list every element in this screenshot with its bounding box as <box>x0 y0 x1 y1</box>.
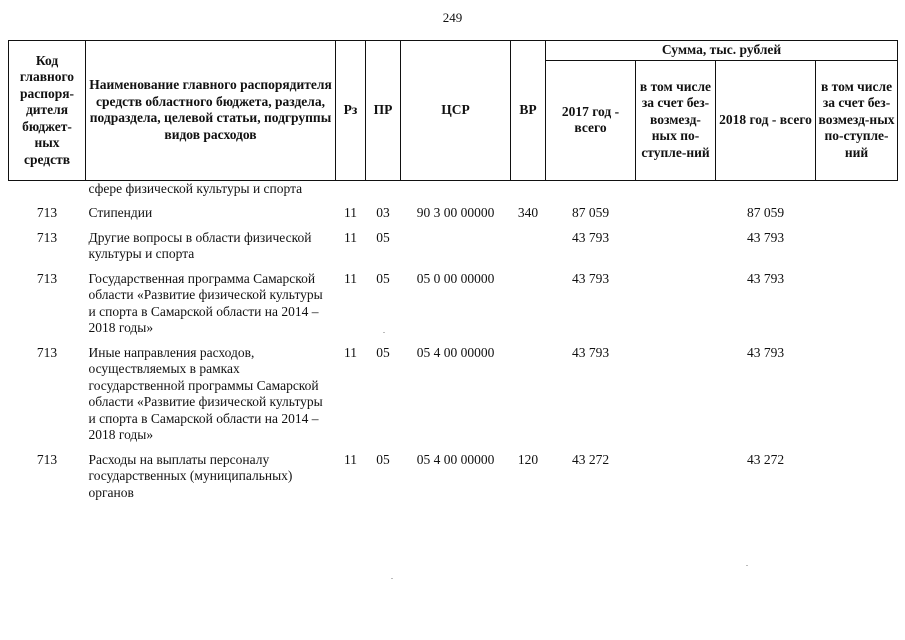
continuation-text: сфере физической культуры и спорта <box>88 180 303 196</box>
cell-pr: 03 <box>376 205 390 220</box>
scan-speck <box>391 578 393 579</box>
cell-2018-total: 87 059 <box>746 205 785 220</box>
page-number: 249 <box>442 10 463 25</box>
header-2017-grants: в том числе за счет без-возмезд-ных по-ступле-ний <box>636 60 716 180</box>
cell-csr: 05 4 00 00000 <box>416 344 495 360</box>
table-row <box>9 227 898 268</box>
header-2017-total: 2017 год - всего <box>546 60 636 180</box>
header-pr: ПР <box>366 41 401 181</box>
cell-rz: 11 <box>344 229 357 245</box>
cell-2017-grants <box>636 268 716 342</box>
cell-code: 713 <box>36 270 58 286</box>
cell-vr: 340 <box>517 205 539 220</box>
cell-pr: 05 <box>376 270 390 286</box>
cell-vr <box>511 342 546 449</box>
budget-table <box>8 40 898 506</box>
header-2018-total: 2018 год - всего <box>716 60 816 180</box>
cell-2018-grants <box>816 227 898 268</box>
cell-2018-grants <box>816 449 898 507</box>
cell-2017-grants <box>636 449 716 507</box>
cell-csr: 90 3 00 00000 <box>416 205 495 220</box>
cell-vr: 120 <box>517 451 539 467</box>
cell-pr: 05 <box>376 229 390 245</box>
scan-speck <box>746 565 748 566</box>
table-row <box>9 449 898 507</box>
cell-code: 713 <box>36 229 58 245</box>
cell-2017-grants <box>636 342 716 449</box>
header-code: Код главного распоря-дителя бюджет-ных средств <box>9 41 86 181</box>
cell-pr: 05 <box>376 344 390 360</box>
header-sum-group: Сумма, тыс. рублей <box>546 41 898 61</box>
cell-2018-total: 43 793 <box>746 270 785 286</box>
cell-code: 713 <box>36 344 58 360</box>
table-row <box>9 342 898 449</box>
table-row <box>9 268 898 342</box>
cell-2018-total: 43 793 <box>746 229 785 245</box>
scan-speck <box>383 332 385 333</box>
cell-code: 713 <box>36 205 58 220</box>
cell-rz: 11 <box>344 451 357 467</box>
cell-name: Расходы на выплаты персоналу государственных (муниципальных) органов <box>88 451 293 500</box>
header-rz: Рз <box>336 41 366 181</box>
cell-2018-grants <box>816 268 898 342</box>
cell-vr <box>511 227 546 268</box>
cell-pr: 05 <box>376 451 390 467</box>
cell-name: Другие вопросы в области физической культуры и спорта <box>88 229 312 261</box>
cell-rz: 11 <box>344 270 357 286</box>
cell-rz: 11 <box>344 205 357 220</box>
cell-2018-grants <box>816 342 898 449</box>
cell-2017-total: 43 793 <box>571 344 610 360</box>
cell-2017-total: 87 059 <box>571 205 610 220</box>
header-name: Наименование главного распорядителя средств областного бюджета, раздела, подраздела, целевой статьи, подгруппы видов расходов <box>86 41 336 181</box>
cell-name: Иные направления расходов, осуществляемых в рамках государственной программы Самарской области «Развитие физической культуры и спорта в Самарской области на 2014 – 2018 годы» <box>88 344 323 442</box>
continuation-row <box>9 180 898 202</box>
header-csr: ЦСР <box>401 41 511 181</box>
cell-vr <box>511 268 546 342</box>
header-vr: ВР <box>511 41 546 181</box>
cell-2017-grants <box>636 227 716 268</box>
cell-2017-total: 43 793 <box>571 229 610 245</box>
cell-code: 713 <box>36 451 58 467</box>
header-2018-grants: в том числе за счет без-возмезд-ных по-ступле-ний <box>816 60 898 180</box>
cell-name: Государственная программа Самарской области «Развитие физической культуры и спорта в Самарской области на 2014 – 2018 годы» <box>88 270 323 335</box>
cell-2018-total: 43 793 <box>746 344 785 360</box>
cell-csr <box>401 227 511 268</box>
cell-2017-grants <box>636 202 716 227</box>
table-row <box>9 202 898 227</box>
cell-2018-total: 43 272 <box>746 451 785 467</box>
cell-rz: 11 <box>344 344 357 360</box>
cell-csr: 05 4 00 00000 <box>416 451 495 467</box>
cell-name: Стипендии <box>88 205 153 220</box>
cell-2017-total: 43 793 <box>571 270 610 286</box>
cell-2018-grants <box>816 202 898 227</box>
cell-csr: 05 0 00 00000 <box>416 270 495 286</box>
cell-2017-total: 43 272 <box>571 451 610 467</box>
